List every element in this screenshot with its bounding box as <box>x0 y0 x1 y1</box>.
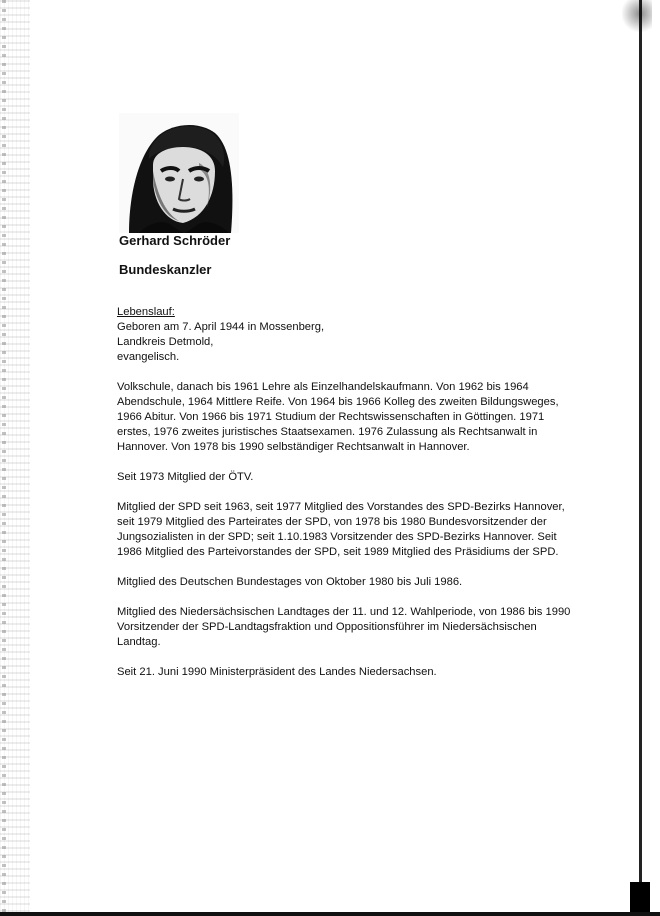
text-line: Abendschule, 1964 Mittlere Reife. Von 1964 bis 1966 Kolleg des zweiten Bildungsweges, <box>117 396 559 408</box>
scan-bottom-edge <box>0 912 660 916</box>
text-line: Volkschule, danach bis 1961 Lehre als Einzelhandelskaufmann. Von 1962 bis 1964 <box>117 381 529 393</box>
text-line: Mitglied der SPD seit 1963, seit 1977 Mitglied des Vorstandes des SPD-Bezirks Hannover, <box>117 501 565 513</box>
text-line: erstes, 1976 zweites juristisches Staatsexamen. 1976 Zulassung als Rechtsanwalt in <box>117 426 538 438</box>
education-paragraph <box>117 380 572 455</box>
text-line: Mitglied des Deutschen Bundestages von Oktober 1980 bis Juli 1986. <box>117 576 463 588</box>
otv-paragraph <box>117 470 572 485</box>
text-line: Jungsozialisten in der SPD; seit 1.10.1983 Vorsitzender des SPD-Bezirks Hannover. Seit <box>117 531 557 543</box>
spd-paragraph <box>117 500 572 560</box>
text-line: Hannover. Von 1978 bis 1990 selbständiger Rechtsanwalt in Hannover. <box>117 441 470 453</box>
text-line: Seit 1973 Mitglied der ÖTV. <box>117 471 254 483</box>
text-line: 1966 Abitur. Von 1966 bis 1971 Studium der Rechtswissenschaften in Göttingen. 1971 <box>117 411 545 423</box>
cv-body <box>117 305 572 695</box>
scan-edge-artifact-right <box>639 0 642 916</box>
text-line: Landkreis Detmold, <box>117 336 214 348</box>
cv-heading: Lebenslauf: <box>117 306 175 318</box>
person-title: Bundeskanzler <box>119 262 212 277</box>
scan-corner-artifact <box>622 0 652 34</box>
text-line: 1986 Mitglied des Parteivorstandes der SPD, seit 1989 Mitglied des Präsidiums der SPD. <box>117 546 559 558</box>
person-name: Gerhard Schröder <box>119 233 231 248</box>
bundestag-paragraph <box>117 575 572 590</box>
scan-corner-artifact-bottom <box>630 882 650 912</box>
portrait-photo <box>119 113 239 233</box>
text-line: Landtag. <box>117 636 161 648</box>
birth-paragraph <box>117 305 572 365</box>
text-line: Mitglied des Niedersächsischen Landtages der 11. und 12. Wahlperiode, von 1986 bis 1990 <box>117 606 571 618</box>
text-line: Geboren am 7. April 1944 in Mossenberg, <box>117 321 325 333</box>
text-line: Seit 21. Juni 1990 Ministerpräsident des Landes Niedersachsen. <box>117 666 437 678</box>
text-line: evangelisch. <box>117 351 180 363</box>
text-line: Vorsitzender der SPD-Landtagsfraktion und Oppositionsführer im Niedersächsischen <box>117 621 537 633</box>
scan-edge-artifact <box>0 0 30 916</box>
mp-paragraph <box>117 665 572 680</box>
text-line: seit 1979 Mitglied des Parteirates der SPD, von 1978 bis 1980 Bundesvorsitzender der <box>117 516 547 528</box>
landtag-paragraph <box>117 605 572 650</box>
portrait-image <box>119 113 239 233</box>
